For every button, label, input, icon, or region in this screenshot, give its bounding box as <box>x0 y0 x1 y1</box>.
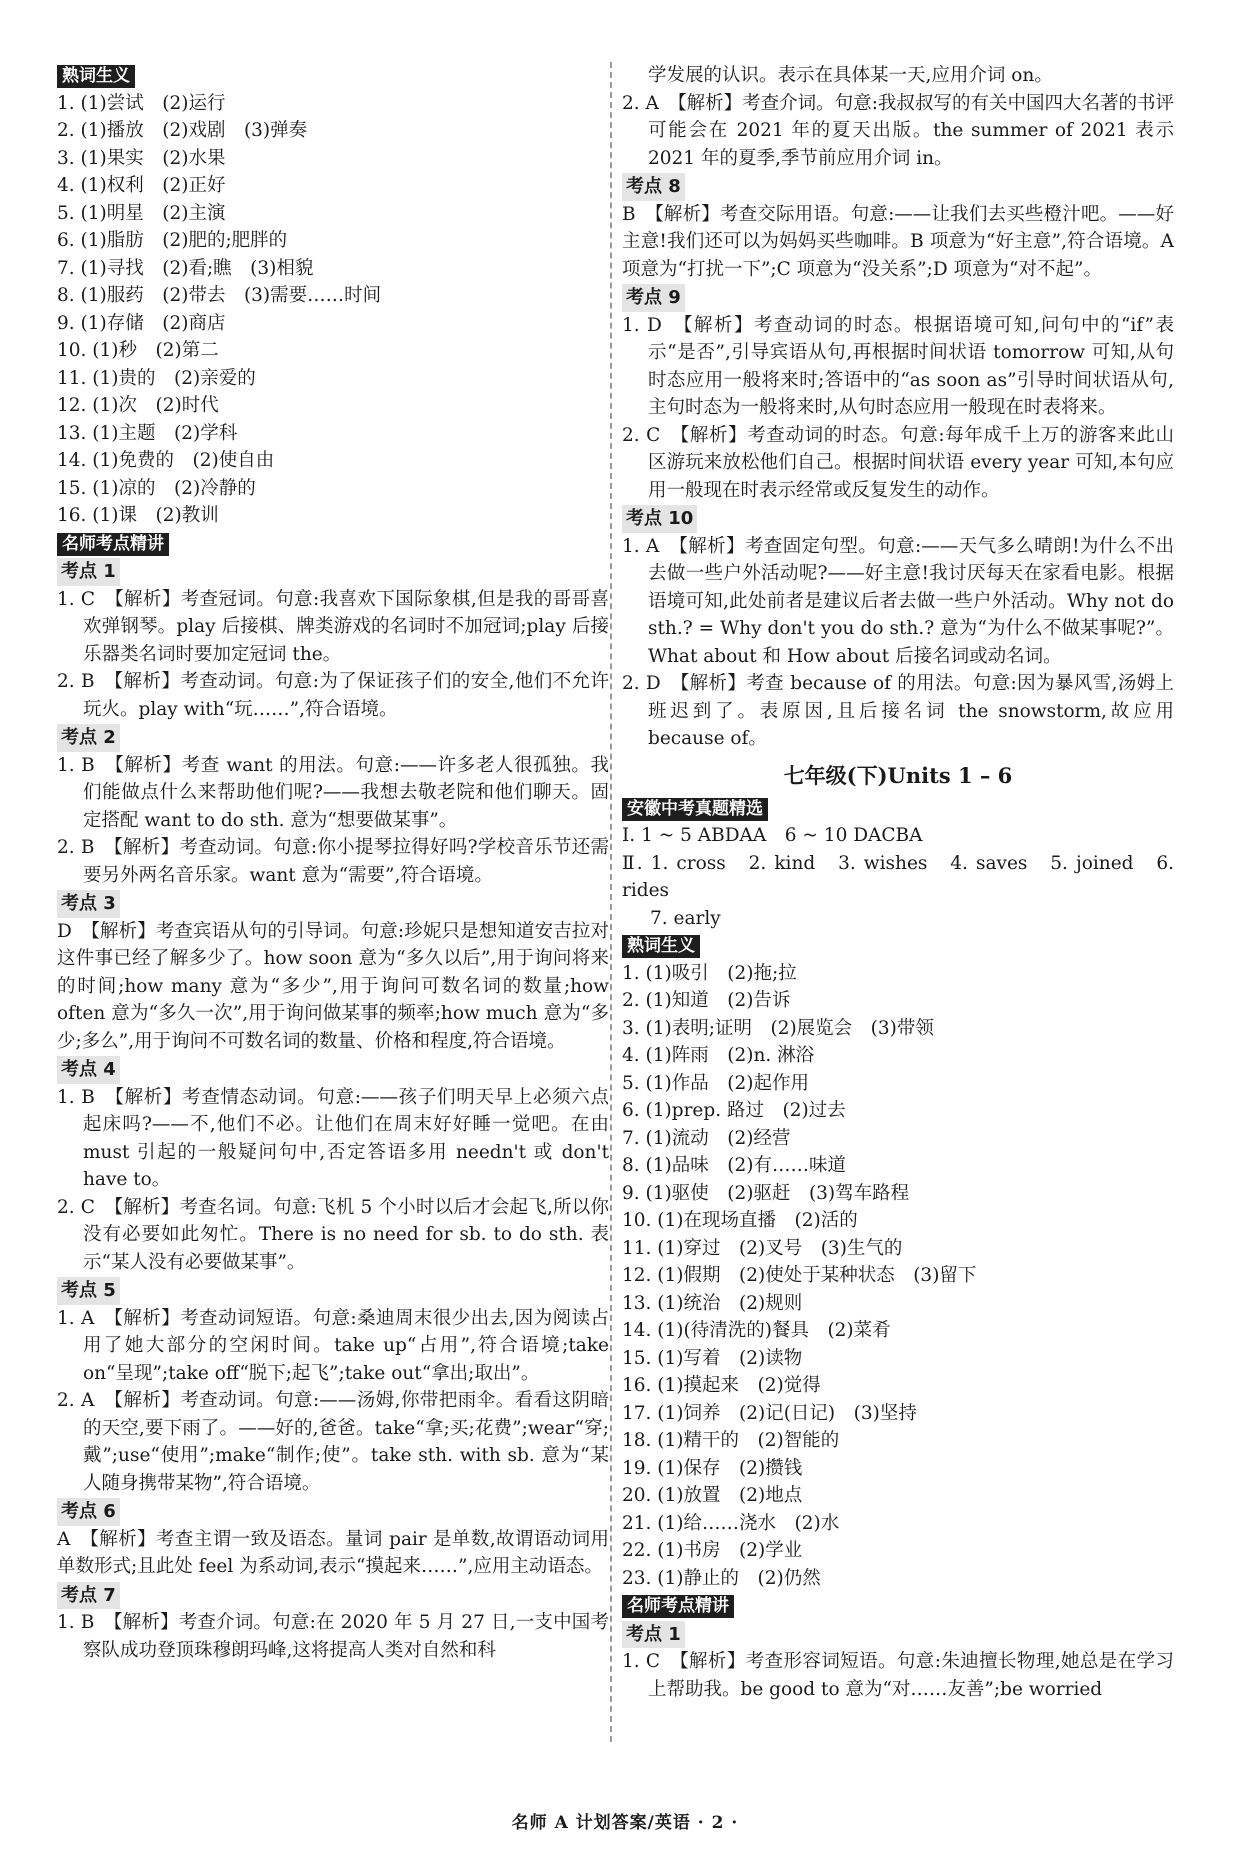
vocab-item: 15. (1)写着 (2)读物 <box>622 1347 803 1369</box>
kaodian-heading: 考点 1 <box>622 1621 685 1649</box>
kaodian-heading: 考点 8 <box>622 173 685 201</box>
kaodian-heading: 考点 1 <box>57 558 120 586</box>
vocab-item: 9. (1)存储 (2)商店 <box>57 312 226 334</box>
vocab-item: 15. (1)凉的 (2)冷静的 <box>57 477 256 499</box>
vocab-item: 10. (1)秒 (2)第二 <box>57 340 219 361</box>
answer-item: B 【解析】考查交际用语。句意:——让我们去买些橙汁吧。——好主意!我们还可以为妈妈买些咖啡。B 项意为“好主意”,符合语境。A 项意为“打扰一下”;C 项意为“没关系”;D 项意为“对不起”。 <box>622 203 1174 280</box>
vocab-item: 11. (1)贵的 (2)亲爱的 <box>57 367 256 389</box>
answer-item: 2. C 【解析】考查名词。句意:飞机 5 个小时以后才会起飞,所以你没有必要如此匆忙。There is no need for sb. to do sth. 表示“某人没有必要做某事”。 <box>57 1196 609 1273</box>
vocab-item: 12. (1)次 (2)时代 <box>57 395 219 416</box>
kaodian-heading: 考点 2 <box>57 724 120 752</box>
vocab-item: 13. (1)主题 (2)学科 <box>57 422 238 444</box>
vocab-item: 14. (1)免费的 (2)使自由 <box>57 450 275 471</box>
vocab-item: 2. (1)知道 (2)告诉 <box>622 990 791 1011</box>
left-column <box>57 62 609 1664</box>
answer-item: A 【解析】考查主谓一致及语态。量词 pair 是单数,故谓语动词用单数形式;且此处 feel 为系动词,表示“摸起来……”,应用主动语态。 <box>57 1528 609 1577</box>
vocab-item: 4. (1)权利 (2)正好 <box>57 175 226 196</box>
vocab-item: 18. (1)精干的 (2)智能的 <box>622 1430 840 1451</box>
grade-title: 七年级(下)Units 1 – 6 <box>783 762 1013 788</box>
answer-item: 2. A 【解析】考查介词。句意:我叔叔写的有关中国四大名著的书评可能会在 2021 年的夏天出版。the summer of 2021 表示 2021 年的夏季,季节前应用介词 in。 <box>622 92 1174 169</box>
kaodian-heading: 考点 9 <box>622 284 685 312</box>
vocab-item: 16. (1)摸起来 (2)觉得 <box>622 1375 821 1396</box>
answer-list <box>57 1609 609 1664</box>
kaodian-heading: 考点 7 <box>57 1582 120 1610</box>
vocab-item: 8. (1)服药 (2)带去 (3)需要……时间 <box>57 285 382 306</box>
answer-list <box>57 1526 609 1581</box>
vocab-item: 10. (1)在现场直播 (2)活的 <box>622 1210 858 1231</box>
answer-list <box>57 1305 609 1498</box>
answer-key-line: 7. early <box>650 907 721 929</box>
vocab-item: 6. (1)prep. 路过 (2)过去 <box>622 1100 846 1121</box>
answer-item: 2. D 【解析】考查 because of 的用法。句意:因为暴风雪,汤姆上班迟到了。表原因,且后接名词 the snowstorm,故应用 because of。 <box>622 673 1174 749</box>
vocab-item: 22. (1)书房 (2)学业 <box>622 1540 803 1561</box>
answer-key-line: Ⅰ. 1 ~ 5 ABDAA 6 ~ 10 DACBA <box>622 825 923 846</box>
vocab-item: 7. (1)寻找 (2)看;瞧 (3)相貌 <box>57 257 314 279</box>
answer-list <box>57 586 609 724</box>
vocab-list <box>57 90 609 530</box>
answer-item: 1. B 【解析】考查 want 的用法。句意:——许多老人很孤独。我们能做点什么来帮助他们呢?——我想去敬老院和他们聊天。固定搭配 want to do sth. 意为“想要做某事”。 <box>57 754 609 831</box>
kaodian-heading: 考点 5 <box>57 1277 120 1305</box>
vocab-item: 6. (1)脂肪 (2)肥的;肥胖的 <box>57 230 288 251</box>
vocab-item: 17. (1)饲养 (2)记(日记) (3)坚持 <box>622 1402 917 1424</box>
answer-item: 2. B 【解析】考查动词。句意:你小提琴拉得好吗?学校音乐节还需要另外两名音乐家。want 意为“需要”,符合语境。 <box>57 837 609 886</box>
answer-item: 1. B 【解析】考查介词。句意:在 2020 年 5 月 27 日,一支中国考察队成功登顶珠穆朗玛峰,这将提高人类对自然和科 <box>57 1612 609 1661</box>
vocab-item: 20. (1)放置 (2)地点 <box>622 1485 803 1506</box>
right-column <box>622 62 1174 1703</box>
vocab-item: 13. (1)统治 (2)规则 <box>622 1292 803 1314</box>
answer-item: 1. B 【解析】考查情态动词。句意:——孩子们明天早上必须六点起床吗?——不,他们不必。让他们在周末好好睡一觉吧。在由 must 引起的一般疑问句中,否定答语多用 needn't 或 don't have to。 <box>57 1086 609 1190</box>
answer-item: 2. B 【解析】考查动词。句意:为了保证孩子们的安全,他们不允许玩火。play with“玩……”,符合语境。 <box>57 671 609 720</box>
vocab-list <box>622 960 1174 1593</box>
vocab-item: 7. (1)流动 (2)经营 <box>622 1127 791 1149</box>
vocab-item: 5. (1)作品 (2)起作用 <box>622 1072 809 1094</box>
answer-list <box>622 201 1174 284</box>
answer-item: 1. C 【解析】考查形容词短语。句意:朱迪擅长物理,她总是在学习上帮助我。be good to 意为“对……友善”;be worried <box>622 1651 1174 1700</box>
section-header: 名师考点精讲 <box>622 1595 734 1618</box>
vocab-item: 5. (1)明星 (2)主演 <box>57 202 226 224</box>
vocab-item: 1. (1)吸引 (2)拖;拉 <box>622 962 797 984</box>
vocab-item: 21. (1)给……浇水 (2)水 <box>622 1512 840 1534</box>
section-header: 安徽中考真题精选 <box>622 798 768 821</box>
section-header: 名师考点精讲 <box>57 533 169 556</box>
kaodian-heading: 考点 10 <box>622 505 697 533</box>
answer-list <box>622 312 1174 505</box>
section-header: 熟词生义 <box>57 65 135 88</box>
vocab-item: 16. (1)课 (2)教训 <box>57 505 219 526</box>
vocab-item: 23. (1)静止的 (2)仍然 <box>622 1567 821 1589</box>
vocab-item: 1. (1)尝试 (2)运行 <box>57 92 226 114</box>
answer-list <box>57 752 609 890</box>
answer-list <box>622 533 1174 753</box>
answer-item: 1. A 【解析】考查固定句型。句意:——天气多么晴朗!为什么不出去做一些户外活动呢?——好主意!我讨厌每天在家看电影。根据语境可知,此处前者是建议后者去做一些户外活动。Why not do sth.? = Why don't you do sth.? 意为“为什么不做某事呢?”。What about 和 How about 后接名词或动名词。 <box>622 535 1174 667</box>
kaodian-heading: 考点 3 <box>57 890 120 918</box>
continued-text: 学发展的认识。表示在具体某一天,应用介词 on。 <box>648 65 1053 86</box>
section-header: 熟词生义 <box>622 935 700 958</box>
vocab-item: 8. (1)品味 (2)有……味道 <box>622 1155 846 1176</box>
kaodian-heading: 考点 4 <box>57 1056 120 1084</box>
vocab-item: 3. (1)表明;证明 (2)展览会 (3)带领 <box>622 1017 934 1039</box>
answer-item: D 【解析】考查宾语从句的引导词。句意:珍妮只是想知道安吉拉对这件事已经了解多少了。how soon 意为“多久以后”,用于询问将来的时间;how many 意为“多少”,用于询问可数名词的数量;how often 意为“多久一次”,用于询问做某事的频率;how much 意为“多少;多么”,用于询问不可数名词的数量、价格和程度,符合语境。 <box>57 920 609 1052</box>
vocab-item: 11. (1)穿过 (2)叉号 (3)生气的 <box>622 1237 903 1259</box>
vocab-item: 2. (1)播放 (2)戏剧 (3)弹奏 <box>57 120 308 141</box>
vocab-item: 4. (1)阵雨 (2)n. 淋浴 <box>622 1045 815 1066</box>
answer-item: 1. D 【解析】考查动词的时态。根据语境可知,问句中的“if”表示“是否”,引导宾语从句,再根据时间状语 tomorrow 可知,从句时态应用一般将来时;答语中的“as soon as”引导时间状语从句,主句时态为一般将来时,从句时态应用一般现在时表将来。 <box>622 314 1174 418</box>
vocab-item: 19. (1)保存 (2)攒钱 <box>622 1457 803 1479</box>
answer-list <box>622 1648 1174 1703</box>
vocab-item: 3. (1)果实 (2)水果 <box>57 147 226 169</box>
answer-item: 1. C 【解析】考查冠词。句意:我喜欢下国际象棋,但是我的哥哥喜欢弹钢琴。play 后接棋、牌类游戏的名词时不加冠词;play 后接乐器类名词时要加定冠词 the。 <box>57 588 609 665</box>
page-footer: 名师 A 计划答案/英语 · 2 · <box>511 1813 739 1833</box>
answer-list <box>57 1084 609 1277</box>
answer-list <box>57 918 609 1056</box>
answer-item: 2. C 【解析】考查动词的时态。句意:每年成千上万的游客来此山区游玩来放松他们自己。根据时间状语 every year 可知,本句应用一般现在时表示经常或反复发生的动作。 <box>622 424 1175 501</box>
answer-item: 1. A 【解析】考查动词短语。句意:桑迪周末很少出去,因为阅读占用了她大部分的空闲时间。take up“占用”,符合语境;take on“呈现”;take off“脱下;起飞”;take out“拿出;取出”。 <box>57 1307 609 1384</box>
kaodian-heading: 考点 6 <box>57 1498 120 1526</box>
vocab-item: 14. (1)(待清洗的)餐具 (2)菜肴 <box>622 1320 891 1341</box>
answer-list <box>622 90 1174 173</box>
vocab-item: 9. (1)驱使 (2)驱赶 (3)驾车路程 <box>622 1182 910 1204</box>
answer-item: 2. A 【解析】考查动词。句意:——汤姆,你带把雨伞。看看这阴暗的天空,要下雨了。——好的,爸爸。take“拿;买;花费”;wear“穿;戴”;use“使用”;make“制作;使”。take sth. with sb. 意为“某人随身携带某物”,符合语境。 <box>57 1390 609 1494</box>
column-divider <box>610 62 612 1742</box>
vocab-item: 12. (1)假期 (2)使处于某种状态 (3)留下 <box>622 1265 977 1286</box>
answer-key-line: Ⅱ. 1. cross 2. kind 3. wishes 4. saves 5. joined 6. rides <box>622 852 1174 901</box>
